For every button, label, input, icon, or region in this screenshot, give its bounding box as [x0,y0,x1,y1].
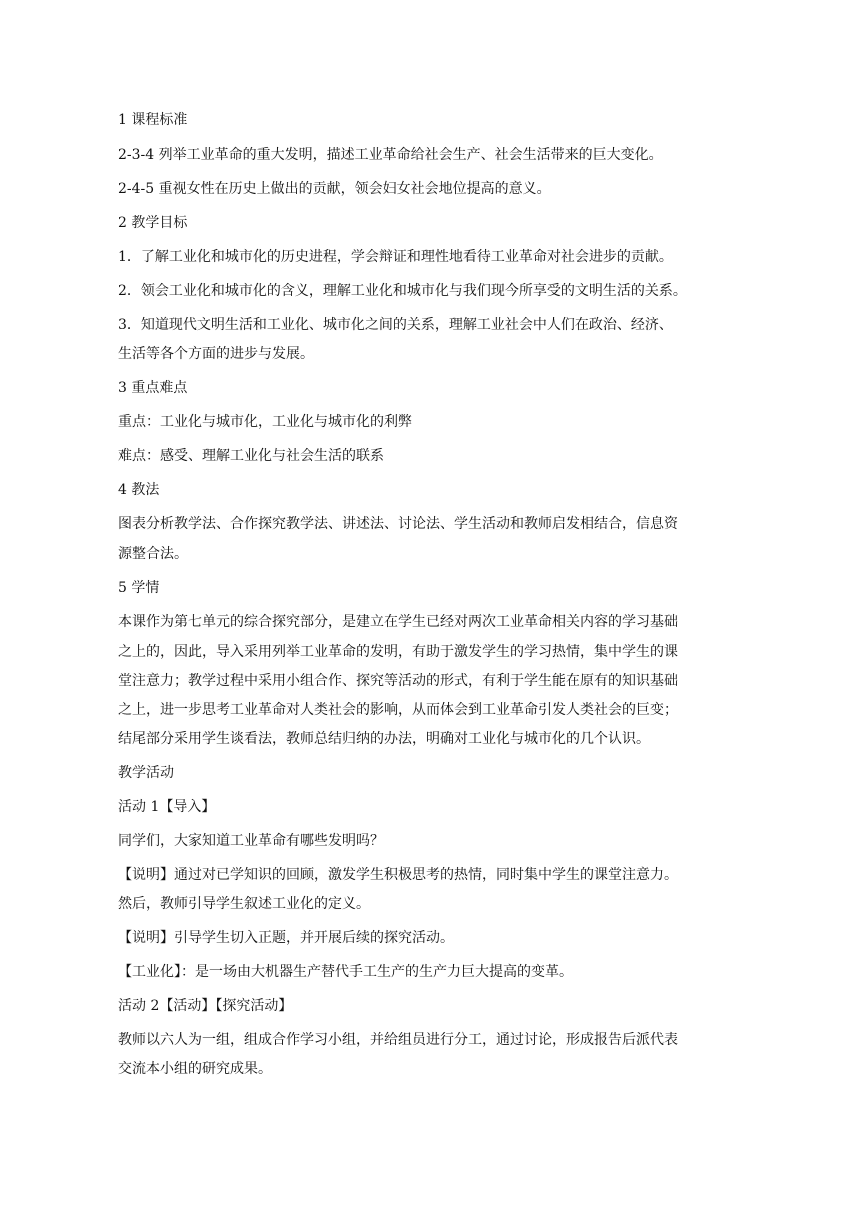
text-line: 1．了解工业化和城市化的历史进程，学会辩证和理性地看待工业革命对社会进步的贡献。 [118,249,673,265]
text-line: 3．知道现代文明生活和工业化、城市化之间的关系，理解工业社会中人们在政治、经济、 [118,317,673,333]
text-line: 5 学情 [118,580,160,596]
text-line: 2-4-5 重视女性在历史上做出的贡献，领会妇女社会地位提高的意义。 [118,181,551,197]
text-line: 生活等各个方面的进步与发展。 [118,346,314,362]
text-line: 同学们，大家知道工业革命有哪些发明吗？ [118,833,384,849]
text-line: 活动 1【导入】 [118,799,216,815]
text-line: 图表分析教学法、合作探究教学法、讲述法、讨论法、学生活动和教师启发相结合，信息资 [118,516,678,532]
text-line: 交流本小组的研究成果。 [118,1061,272,1077]
text-line: 本课作为第七单元的综合探究部分，是建立在学生已经对两次工业革命相关内容的学习基础 [118,614,678,630]
text-line: 【说明】通过对已学知识的回顾，激发学生积极思考的热情，同时集中学生的课堂注意力。 [118,867,678,883]
text-line: 2 教学目标 [118,215,188,231]
text-line: 教师以六人为一组，组成合作学习小组，并给组员进行分工，通过讨论，形成报告后派代表 [118,1032,678,1048]
text-line: 4 教法 [118,482,160,498]
text-line: 堂注意力；教学过程中采用小组合作、探究等活动的形式，有利于学生能在原有的知识基础 [118,673,678,689]
text-line: 3 重点难点 [118,380,188,396]
text-line: 之上的，因此，导入采用列举工业革命的发明，有助于激发学生的学习热情，集中学生的课 [118,644,678,660]
text-line: 重点：工业化与城市化，工业化与城市化的利弊 [118,414,412,430]
text-line: 然后，教师引导学生叙述工业化的定义。 [118,896,370,912]
text-line: 活动 2【活动】【探究活动】 [118,998,293,1014]
text-line: 教学活动 [118,765,174,781]
text-line: 结尾部分采用学生谈看法，教师总结归纳的办法，明确对工业化与城市化的几个认识。 [118,731,650,747]
text-line: 之上，进一步思考工业革命对人类社会的影响，从而体会到工业革命引发人类社会的巨变； [118,702,678,718]
text-line: 源整合法。 [118,546,188,562]
text-line: 【说明】引导学生切入正题，并开展后续的探究活动。 [118,930,454,946]
text-line: 2-3-4 列举工业革命的重大发明，描述工业革命给社会生产、社会生活带来的巨大变化。 [118,147,663,163]
text-line: 1 课程标准 [118,112,188,128]
text-line: 【工业化】：是一场由大机器生产替代手工生产的生产力巨大提高的变革。 [118,964,573,980]
text-line: 2．领会工业化和城市化的含义，理解工业化和城市化与我们现今所享受的文明生活的关系。 [118,283,687,299]
text-line: 难点：感受、理解工业化与社会生活的联系 [118,448,384,464]
